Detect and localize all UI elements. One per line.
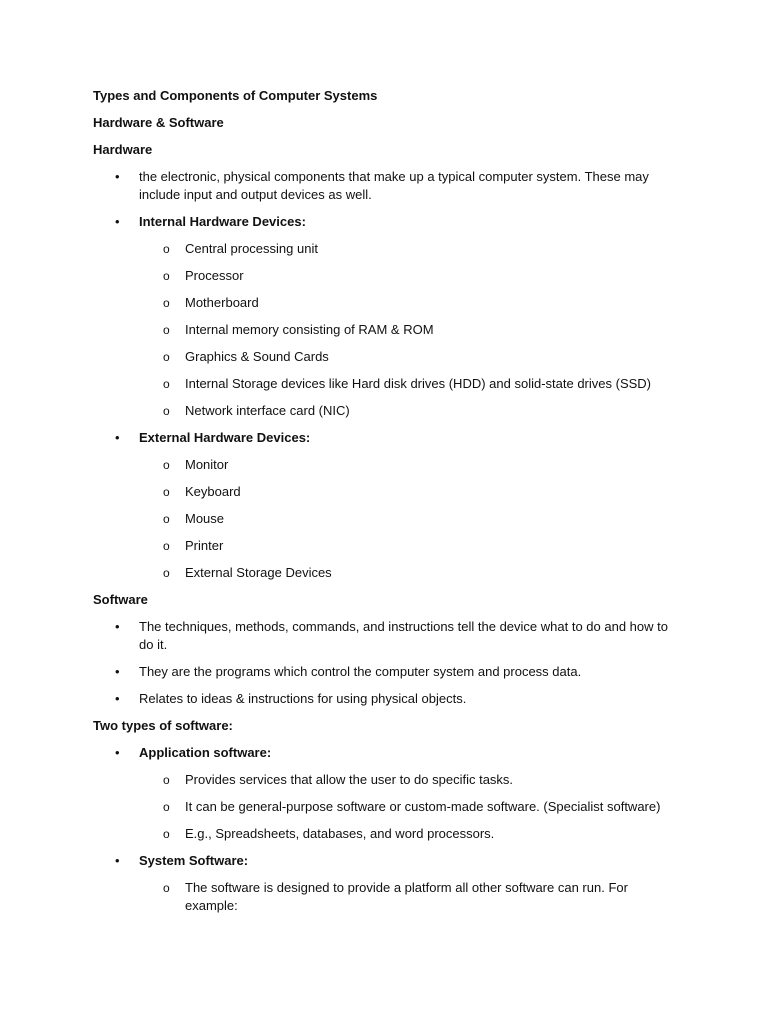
circle-bullet-icon: o <box>163 296 170 310</box>
bullet-icon: • <box>115 169 120 184</box>
hardware-definition: the electronic, physical components that make up a typical computer system. These may include input and output devices as well. <box>139 169 649 202</box>
hardware-definition-item <box>93 168 693 204</box>
bullet-icon: • <box>115 214 120 229</box>
circle-bullet-icon: o <box>163 350 170 364</box>
application-software-list <box>139 771 693 843</box>
list-item: o Provides services that allow the user to do specific tasks. <box>163 772 514 787</box>
list-item: o It can be general-purpose software or custom-made software. (Specialist software) <box>163 799 661 814</box>
circle-bullet-icon: o <box>163 269 170 283</box>
system-software-item <box>93 852 693 915</box>
application-software-item <box>93 744 693 843</box>
list-item: o Mouse <box>163 511 225 526</box>
hardware-heading: Hardware <box>93 142 153 157</box>
circle-bullet-icon: o <box>163 323 170 337</box>
internal-hardware-list <box>139 240 693 420</box>
circle-bullet-icon: o <box>163 377 170 391</box>
list-item: o Monitor <box>163 457 229 472</box>
circle-bullet-icon: o <box>163 881 170 895</box>
software-types-heading: Two types of software: <box>93 718 233 733</box>
list-item: o Motherboard <box>163 295 259 310</box>
list-item: • They are the programs which control the computer system and process data. <box>115 664 582 679</box>
circle-bullet-icon: o <box>163 773 170 787</box>
circle-bullet-icon: o <box>163 827 170 841</box>
software-heading: Software <box>93 592 148 607</box>
bullet-icon: • <box>115 853 120 868</box>
list-item: o Central processing unit <box>163 241 318 256</box>
list-item: • The techniques, methods, commands, and instructions tell the device what to do and how to do it. <box>115 619 668 652</box>
circle-bullet-icon: o <box>163 539 170 553</box>
circle-bullet-icon: o <box>163 458 170 472</box>
document-title: Types and Components of Computer Systems <box>93 88 378 103</box>
external-hardware-label: External Hardware Devices: <box>139 430 311 445</box>
list-item: o Graphics & Sound Cards <box>163 349 329 364</box>
list-item: • Relates to ideas & instructions for using physical objects. <box>115 691 467 706</box>
list-item: o Processor <box>163 268 244 283</box>
bullet-icon: • <box>115 691 120 706</box>
software-list <box>93 618 693 708</box>
internal-hardware-item <box>93 213 693 420</box>
document-subtitle: Hardware & Software <box>93 115 224 130</box>
circle-bullet-icon: o <box>163 242 170 256</box>
external-hardware-list <box>139 456 693 582</box>
list-item: o E.g., Spreadsheets, databases, and word processors. <box>163 826 495 841</box>
circle-bullet-icon: o <box>163 800 170 814</box>
document-page <box>93 87 693 924</box>
list-item: o Keyboard <box>163 484 241 499</box>
external-hardware-item <box>93 429 693 582</box>
system-software-list <box>139 879 693 915</box>
hardware-list <box>93 168 693 582</box>
bullet-icon: • <box>115 664 120 679</box>
circle-bullet-icon: o <box>163 566 170 580</box>
list-item: o Internal memory consisting of RAM & ROM <box>163 322 434 337</box>
application-software-label: Application software: <box>139 745 272 760</box>
software-types-list <box>93 744 693 915</box>
list-item: o Network interface card (NIC) <box>163 403 350 418</box>
bullet-icon: • <box>115 430 120 445</box>
list-item: o External Storage Devices <box>163 565 332 580</box>
internal-hardware-label: Internal Hardware Devices: <box>139 214 306 229</box>
circle-bullet-icon: o <box>163 404 170 418</box>
circle-bullet-icon: o <box>163 512 170 526</box>
list-item: o Printer <box>163 538 224 553</box>
list-item: o Internal Storage devices like Hard disk drives (HDD) and solid-state drives (SSD) <box>163 376 652 391</box>
list-item: o The software is designed to provide a platform all other software can run. For example: <box>163 880 628 913</box>
bullet-icon: • <box>115 619 120 634</box>
bullet-icon: • <box>115 745 120 760</box>
circle-bullet-icon: o <box>163 485 170 499</box>
system-software-label: System Software: <box>139 853 249 868</box>
